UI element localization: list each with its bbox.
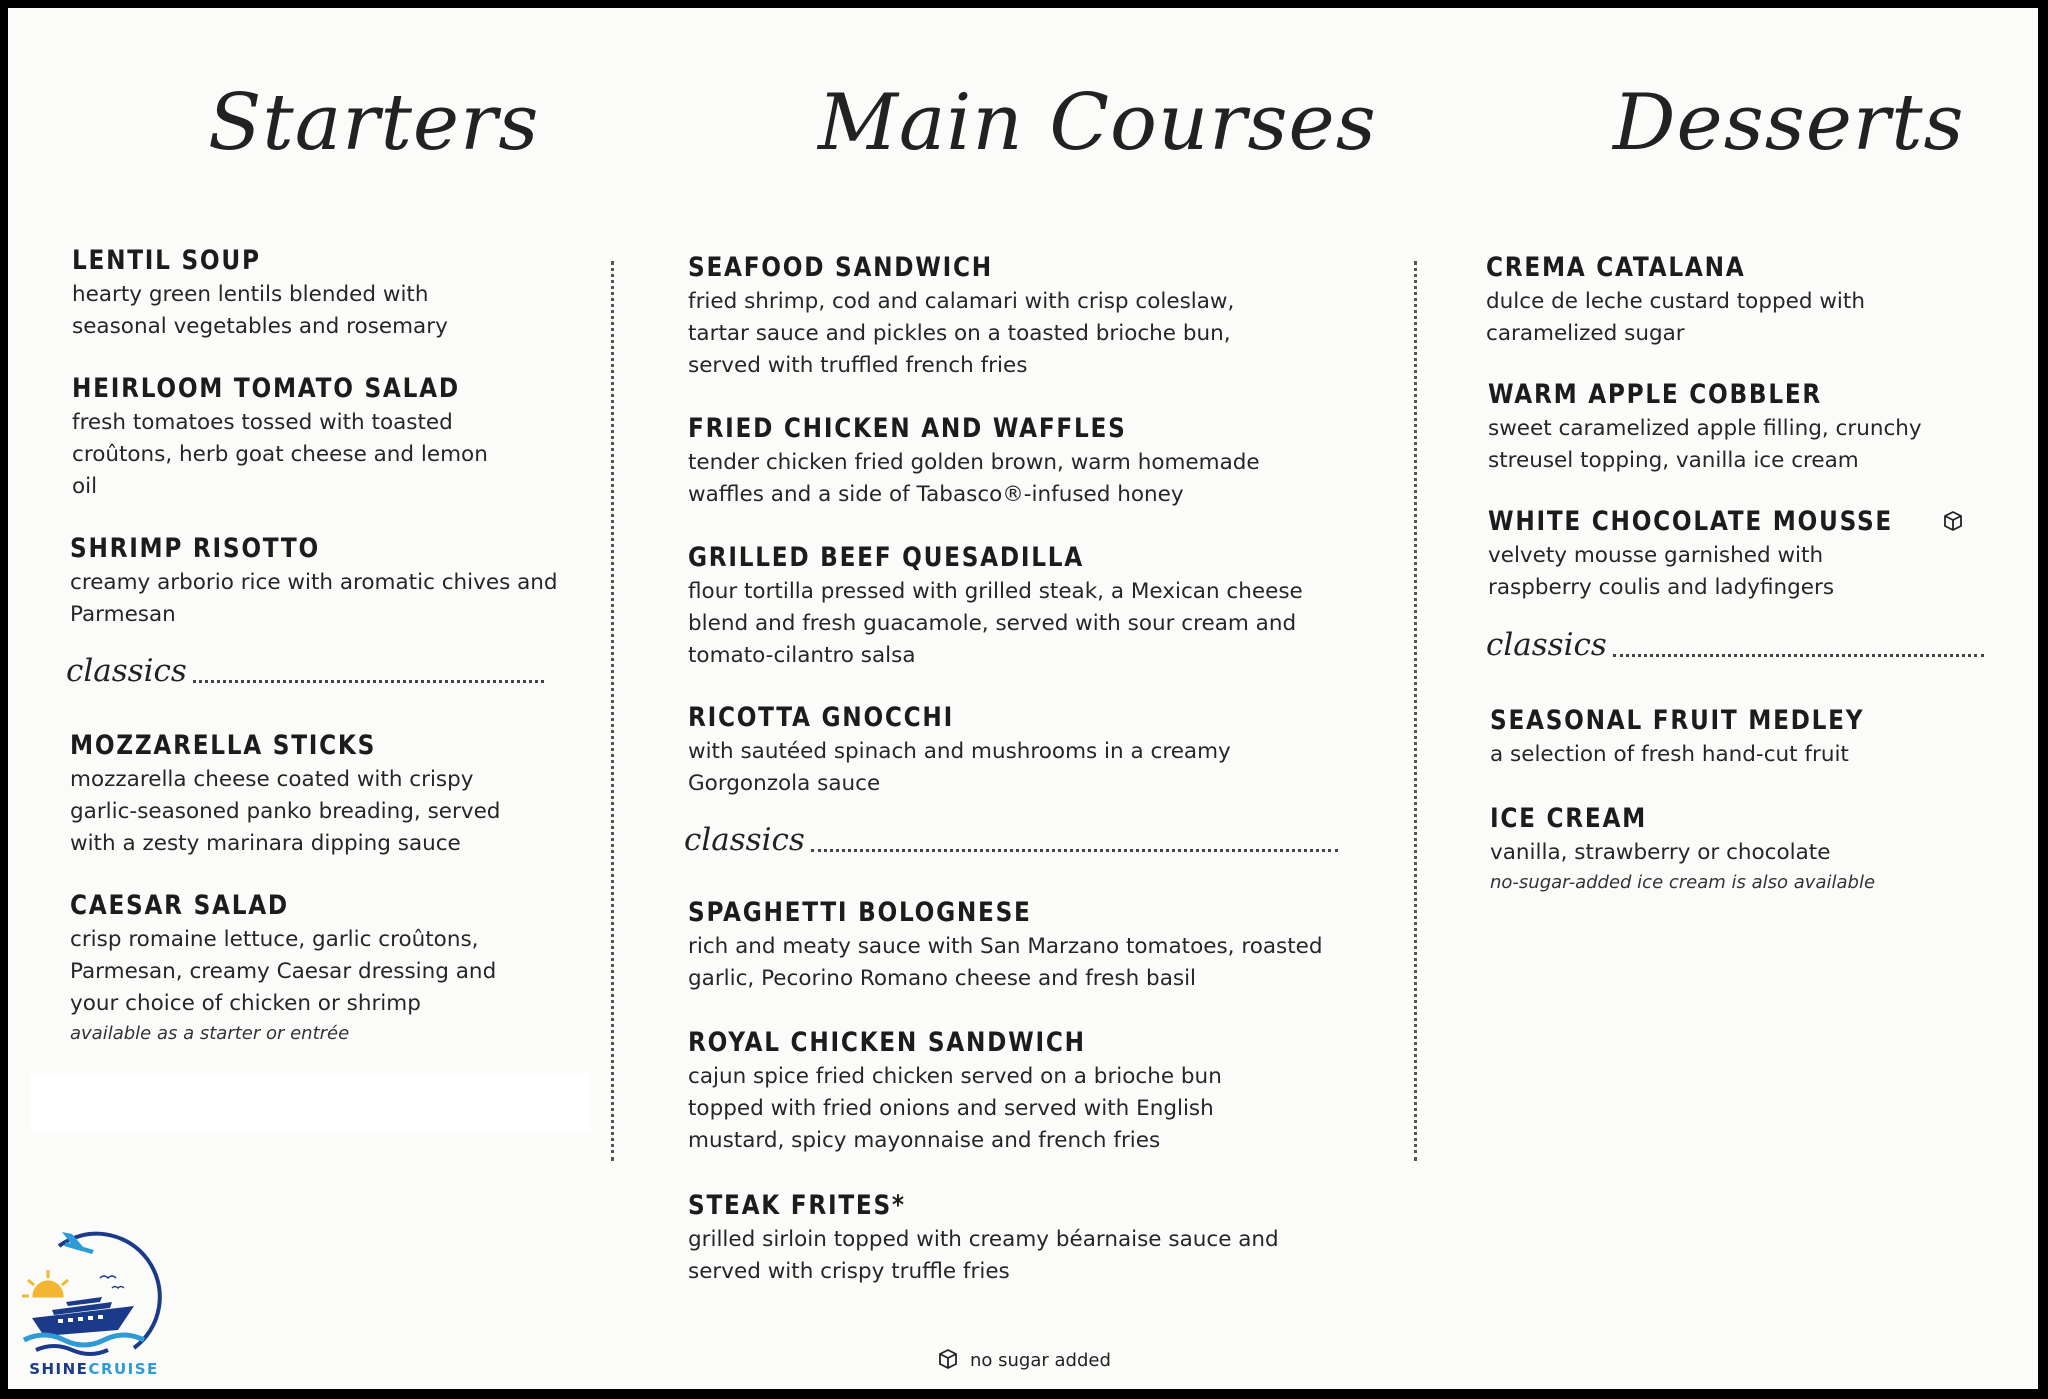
item-description: hearty green lentils blended with seasonal vegetables and rosemary	[72, 282, 448, 339]
logo-wordmark	[14, 1360, 174, 1378]
item-description: grilled sirloin topped with creamy béarnaise sauce and served with crispy truffle fries	[688, 1227, 1279, 1284]
blank-area	[31, 1073, 591, 1133]
starters-classics-divider	[66, 651, 544, 691]
desserts-classics-divider	[1486, 625, 1984, 665]
menu-item-warm-apple-cobbler	[1488, 377, 2008, 477]
item-name: SPAGHETTI BOLOGNESE	[688, 897, 1032, 928]
column-divider-right	[1414, 261, 1417, 1161]
item-name: WARM APPLE COBBLER	[1488, 379, 1823, 410]
item-description: flour tortilla pressed with grilled steak, a Mexican cheese blend and fresh guacamole, served with sour cream and tomato-cilantro salsa	[688, 579, 1303, 668]
menu-item-crema-catalana	[1486, 250, 2006, 350]
menu-item-caesar-salad	[70, 888, 590, 1048]
item-name: FRIED CHICKEN AND WAFFLES	[688, 413, 1127, 444]
desserts-title: Desserts	[1613, 78, 1965, 168]
menu-item-ice-cream	[1490, 801, 2030, 897]
logo-word-shine: SHINE	[29, 1360, 89, 1378]
item-name: GRILLED BEEF QUESADILLA	[688, 542, 1084, 573]
item-name: SEASONAL FRUIT MEDLEY	[1490, 705, 1865, 736]
main-courses-title: Main Courses	[818, 78, 1377, 168]
menu-item-steak-frites	[688, 1188, 1388, 1288]
item-name: MOZZARELLA STICKS	[70, 730, 377, 761]
legend-label: no sugar added	[970, 1350, 1111, 1371]
item-name: SHRIMP RISOTTO	[70, 533, 320, 564]
dotted-leader	[1613, 654, 1984, 657]
item-description: rich and meaty sauce with San Marzano tomatoes, roasted garlic, Pecorino Romano cheese and fresh basil	[688, 934, 1323, 991]
item-name: RICOTTA GNOCCHI	[688, 702, 954, 733]
menu-item-lentil-soup	[72, 243, 572, 343]
item-description: cajun spice fried chicken served on a brioche bun topped with fried onions and served with English mustard, spicy mayonnaise and french fries	[688, 1064, 1222, 1153]
item-description: with sautéed spinach and mushrooms in a creamy Gorgonzola sauce	[688, 739, 1231, 796]
menu-item-heirloom-tomato-salad	[72, 371, 572, 503]
shine-cruise-logo	[14, 1218, 174, 1388]
logo-word-cruise: CRUISE	[88, 1360, 159, 1378]
item-name: LENTIL SOUP	[72, 245, 261, 276]
item-description: velvety mousse garnished with raspberry coulis and ladyfingers	[1488, 543, 1835, 600]
starters-title: Starters	[208, 78, 540, 168]
menu-item-seafood-sandwich	[688, 250, 1368, 382]
item-name: HEIRLOOM TOMATO SALAD	[72, 373, 460, 404]
no-sugar-cube-icon	[1941, 508, 1965, 536]
item-name: CAESAR SALAD	[70, 890, 289, 921]
menu-item-ricotta-gnocchi	[688, 700, 1368, 800]
menu-item-fried-chicken-and-waffles	[688, 411, 1368, 511]
item-description: tender chicken fried golden brown, warm homemade waffles and a side of Tabasco®-infused honey	[688, 450, 1260, 507]
no-sugar-cube-icon	[936, 1346, 960, 1375]
menu-item-grilled-beef-quesadilla	[688, 540, 1368, 672]
item-name: ICE CREAM	[1490, 803, 1647, 834]
item-description: dulce de leche custard topped with caramelized sugar	[1486, 289, 1865, 346]
menu-item-seasonal-fruit-medley	[1490, 703, 2010, 771]
item-description: fresh tomatoes tossed with toasted croûtons, herb goat cheese and lemon oil	[72, 410, 488, 499]
menu-page	[8, 8, 2038, 1389]
column-divider-left	[611, 261, 614, 1161]
classics-label: classics	[684, 822, 805, 858]
menu-item-royal-chicken-sandwich	[688, 1025, 1368, 1157]
menu-item-mozzarella-sticks	[70, 728, 590, 860]
menu-item-shrimp-risotto	[70, 531, 590, 631]
menu-item-spaghetti-bolognese	[688, 895, 1388, 995]
classics-label: classics	[1486, 627, 1607, 663]
item-name: CREMA CATALANA	[1486, 252, 1746, 283]
item-description: crisp romaine lettuce, garlic croûtons, Parmesan, creamy Caesar dressing and your choice of chicken or shrimp	[70, 927, 497, 1016]
item-description: vanilla, strawberry or chocolate	[1490, 840, 1831, 865]
item-description: fried shrimp, cod and calamari with crisp coleslaw, tartar sauce and pickles on a toasted brioche bun, served with truffled french fries	[688, 289, 1235, 378]
item-description: a selection of fresh hand-cut fruit	[1490, 742, 1849, 767]
classics-label: classics	[66, 653, 187, 689]
item-description: mozzarella cheese coated with crispy garlic-seasoned panko breading, served with a zesty marinara dipping sauce	[70, 767, 501, 856]
menu-item-white-chocolate-mousse	[1488, 504, 2008, 604]
item-name: WHITE CHOCOLATE MOUSSE	[1488, 506, 1894, 537]
cruise-ship-logo-icon	[14, 1218, 174, 1358]
mains-classics-divider	[684, 820, 1338, 860]
item-name: SEAFOOD SANDWICH	[688, 252, 993, 283]
item-description: creamy arborio rice with aromatic chives and Parmesan	[70, 570, 558, 627]
dotted-leader	[193, 680, 544, 683]
item-description: sweet caramelized apple filling, crunchy streusel topping, vanilla ice cream	[1488, 416, 1922, 473]
no-sugar-legend	[936, 1346, 1111, 1375]
item-name: ROYAL CHICKEN SANDWICH	[688, 1027, 1086, 1058]
dotted-leader	[811, 849, 1338, 852]
item-note: no-sugar-added ice cream is also available	[1490, 872, 1876, 893]
item-note: available as a starter or entrée	[70, 1023, 350, 1044]
item-name: STEAK FRITES*	[688, 1190, 906, 1221]
